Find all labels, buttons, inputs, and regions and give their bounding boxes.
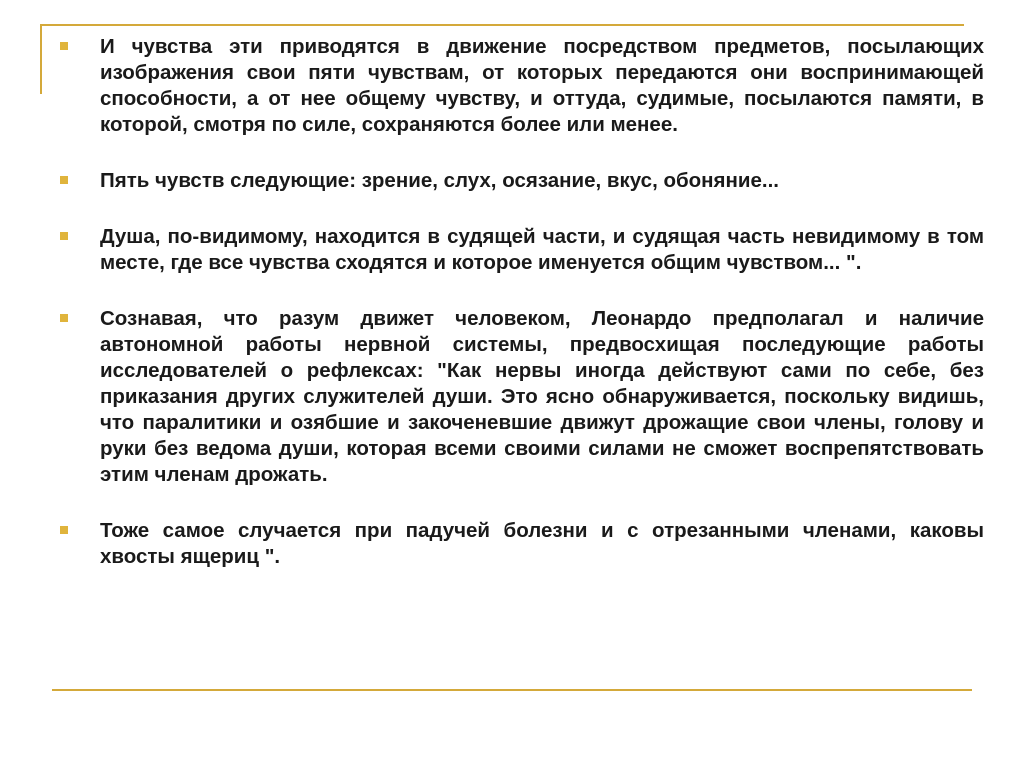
bullet-item-4 <box>60 306 984 488</box>
bullet-text-5: Тоже самое случается при падучей болезни и с отрезанными членами, каковы хвосты ящериц ". <box>100 519 984 568</box>
square-bullet-icon <box>60 176 68 184</box>
bullet-text-1: И чувства эти приводятся в движение посредством предметов, посылающих изображения свои пяти чувствам, от которых передаются они воспринимающей способности, а от нее общему чувству, и оттуда, судимые, посылаются памяти, в которой, смотря по силе, сохраняются более или менее. <box>100 35 984 136</box>
bullet-text-2: Пять чувств следующие: зрение, слух, осязание, вкус, обоняние... <box>100 169 779 192</box>
square-bullet-icon <box>60 526 68 534</box>
bullet-item-2 <box>60 168 984 194</box>
bullet-item-3 <box>60 224 984 276</box>
square-bullet-icon <box>60 314 68 322</box>
bullet-item-1 <box>60 34 984 138</box>
square-bullet-icon <box>60 232 68 240</box>
bullet-item-5 <box>60 518 984 570</box>
square-bullet-icon <box>60 42 68 50</box>
frame-left-line <box>40 24 42 94</box>
slide-content <box>60 34 984 600</box>
bullet-text-4: Сознавая, что разум движет человеком, Леонардо предполагал и наличие автономной работы нервной системы, предвосхищая последующие работы исследователей о рефлексах: "Как нервы иногда действуют сами по себе, без приказания других служителей души. Это ясно обнаруживается, поскольку видишь, что паралитики и озябшие и закоченевшие движут дрожащие свои члены, голову и руки без ведома души, которая всеми своими силами не сможет воспрепятствовать этим членам дрожать. <box>100 307 984 486</box>
frame-top-line <box>40 24 964 26</box>
frame-bottom-line <box>52 689 972 691</box>
bullet-text-3: Душа, по-видимому, находится в судящей части, и судящая часть невидимому в том месте, где все чувства сходятся и которое именуется общим чувством... ". <box>100 225 984 274</box>
